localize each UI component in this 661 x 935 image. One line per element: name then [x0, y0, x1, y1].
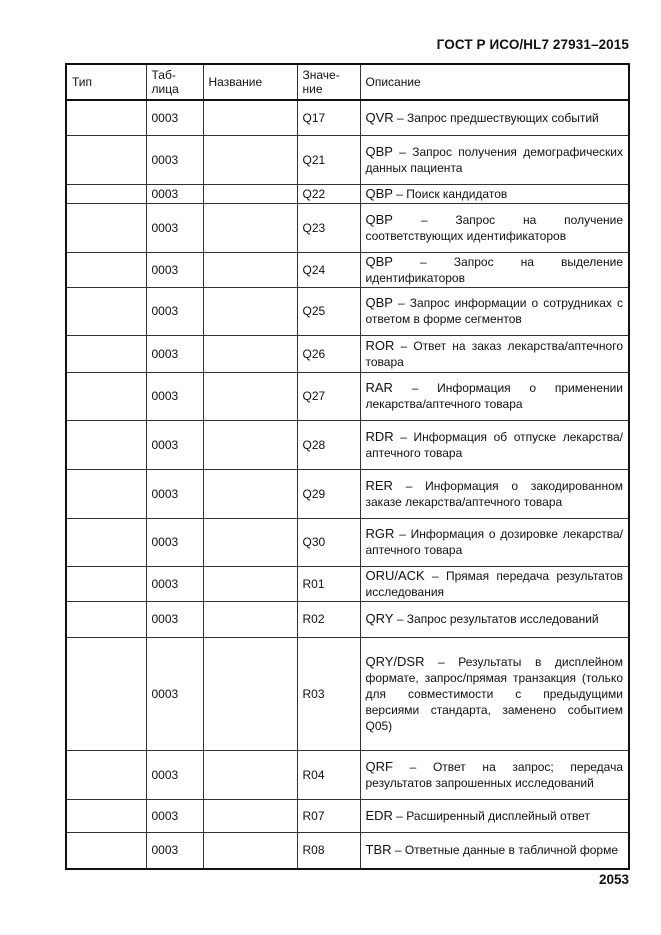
cell-table: 0003 — [146, 832, 203, 869]
cell-name — [203, 184, 297, 203]
cell-table: 0003 — [146, 372, 203, 420]
table-row — [66, 566, 629, 601]
cell-value: Q17 — [297, 100, 360, 135]
cell-name — [203, 518, 297, 566]
table-row — [66, 832, 629, 869]
cell-name — [203, 335, 297, 372]
cell-value: Q26 — [297, 335, 360, 372]
description-text: – Информация о дозировке лекарства/аптечного товара — [365, 527, 623, 557]
cell-table: 0003 — [146, 420, 203, 469]
description-text: – Запрос результатов исследований — [393, 612, 599, 626]
cell-table: 0003 — [146, 100, 203, 135]
message-code: QBP — [365, 143, 393, 159]
cell-value: Q21 — [297, 135, 360, 184]
cell-description — [360, 287, 629, 335]
cell-type — [66, 518, 146, 566]
cell-table: 0003 — [146, 799, 203, 832]
table-row — [66, 469, 629, 518]
cell-table: 0003 — [146, 252, 203, 287]
description-text: – Запрос на выделение идентификаторов — [365, 254, 623, 285]
cell-description — [360, 518, 629, 566]
table-row — [66, 184, 629, 203]
cell-type — [66, 799, 146, 832]
cell-table: 0003 — [146, 203, 203, 252]
cell-description — [360, 184, 629, 203]
cell-name — [203, 832, 297, 869]
cell-type — [66, 750, 146, 799]
table-row — [66, 100, 629, 135]
message-code: QBP — [365, 211, 393, 227]
cell-type — [66, 335, 146, 372]
description-text: – Информация о закодированном заказе лекарства/аптечного товара — [365, 478, 623, 509]
message-code: RGR — [365, 526, 395, 541]
cell-table: 0003 — [146, 184, 203, 203]
cell-value: R07 — [297, 799, 360, 832]
cell-name — [203, 637, 297, 750]
event-type-table — [65, 63, 630, 870]
message-code: QBP — [365, 253, 393, 269]
cell-name — [203, 799, 297, 832]
cell-name — [203, 135, 297, 184]
table-row — [66, 518, 629, 566]
message-code: QRF — [365, 758, 393, 774]
cell-description — [360, 750, 629, 799]
cell-table: 0003 — [146, 566, 203, 601]
column-header-table — [146, 64, 203, 100]
cell-description — [360, 420, 629, 469]
cell-description — [360, 203, 629, 252]
description-text: – Информация об отпуске лекарства/аптечного товара — [365, 429, 623, 460]
cell-name — [203, 420, 297, 469]
column-header-type: Тип — [66, 64, 146, 100]
message-code: QRY/DSR — [365, 653, 425, 669]
cell-type — [66, 469, 146, 518]
cell-name — [203, 601, 297, 637]
column-header-value — [297, 64, 360, 100]
message-code: ROR — [365, 337, 395, 353]
cell-type — [66, 601, 146, 637]
description-text: – Прямая передача результатов исследования — [365, 568, 623, 599]
cell-table: 0003 — [146, 335, 203, 372]
cell-name — [203, 100, 297, 135]
column-header-table-line1: Таб- — [151, 68, 176, 82]
cell-value: Q30 — [297, 518, 360, 566]
cell-type — [66, 252, 146, 287]
cell-description — [360, 601, 629, 637]
cell-value: Q22 — [297, 184, 360, 203]
description-text: – Результаты в дисплейном формате, запрос/прямая транзакция (только для совместимости с предыдущими версиями стандарта, заменено событием Q05) — [365, 654, 623, 733]
cell-type — [66, 637, 146, 750]
cell-name — [203, 372, 297, 420]
column-header-description: Описание — [360, 64, 629, 100]
description-text: – Запрос получения демографических данных пациента — [365, 144, 623, 175]
cell-name — [203, 287, 297, 335]
table-row — [66, 287, 629, 335]
cell-description — [360, 135, 629, 184]
cell-type — [66, 184, 146, 203]
table-body — [66, 100, 629, 869]
message-code: RDR — [365, 428, 394, 444]
cell-type — [66, 135, 146, 184]
cell-value: Q28 — [297, 420, 360, 469]
message-code: TBR — [365, 842, 392, 858]
message-code: QBP — [365, 185, 393, 201]
table-row — [66, 420, 629, 469]
cell-table: 0003 — [146, 518, 203, 566]
cell-name — [203, 203, 297, 252]
cell-type — [66, 832, 146, 869]
cell-table: 0003 — [146, 469, 203, 518]
message-code: RAR — [365, 380, 393, 395]
column-header-value-line2: ние — [302, 82, 323, 96]
cell-name — [203, 750, 297, 799]
cell-value: Q24 — [297, 252, 360, 287]
table-row — [66, 637, 629, 750]
message-code: ORU/ACK — [365, 567, 425, 583]
description-text: – Запрос информации о сотрудниках с ответом в форме сегментов — [365, 296, 623, 326]
description-text: – Ответ на заказ лекарства/аптечного товара — [365, 338, 623, 369]
cell-type — [66, 566, 146, 601]
cell-description — [360, 637, 629, 750]
cell-table: 0003 — [146, 135, 203, 184]
cell-description — [360, 100, 629, 135]
message-code: EDR — [365, 807, 393, 823]
column-header-name: Название — [203, 64, 297, 100]
table-row — [66, 601, 629, 637]
cell-description — [360, 335, 629, 372]
cell-table: 0003 — [146, 637, 203, 750]
cell-description — [360, 469, 629, 518]
cell-name — [203, 252, 297, 287]
cell-value: R03 — [297, 637, 360, 750]
page-number: 2053 — [598, 872, 629, 887]
cell-value: R08 — [297, 832, 360, 869]
cell-table: 0003 — [146, 287, 203, 335]
cell-value: Q23 — [297, 203, 360, 252]
cell-name — [203, 566, 297, 601]
table-row — [66, 335, 629, 372]
description-text: – Запрос на получение соответствующих идентификаторов — [365, 212, 623, 243]
cell-description — [360, 832, 629, 869]
cell-value: R04 — [297, 750, 360, 799]
cell-type — [66, 287, 146, 335]
table-row — [66, 799, 629, 832]
cell-type — [66, 100, 146, 135]
column-header-value-line1: Значе- — [302, 68, 340, 82]
description-text: – Поиск кандидатов — [392, 186, 508, 201]
message-code: QVR — [365, 109, 394, 125]
document-header: ГОСТ Р ИСО/HL7 27931–2015 — [436, 37, 629, 52]
cell-name — [203, 469, 297, 518]
table-row — [66, 203, 629, 252]
description-text: – Запрос предшествующих событий — [393, 110, 599, 125]
cell-value: Q29 — [297, 469, 360, 518]
cell-description — [360, 799, 629, 832]
cell-value: Q27 — [297, 372, 360, 420]
table-row — [66, 252, 629, 287]
description-text: – Ответные данные в табличной форме — [391, 843, 619, 858]
cell-table: 0003 — [146, 750, 203, 799]
table-header-row — [66, 64, 629, 100]
cell-type — [66, 203, 146, 252]
message-code: RER — [365, 477, 393, 493]
cell-value: R01 — [297, 566, 360, 601]
cell-type — [66, 420, 146, 469]
table-row — [66, 372, 629, 420]
column-header-table-line2: лица — [151, 82, 179, 96]
cell-value: Q25 — [297, 287, 360, 335]
cell-description — [360, 252, 629, 287]
cell-description — [360, 566, 629, 601]
cell-type — [66, 372, 146, 420]
cell-value: R02 — [297, 601, 360, 637]
table-row — [66, 750, 629, 799]
cell-table: 0003 — [146, 601, 203, 637]
message-code: QBP — [365, 295, 393, 310]
description-text: – Информация о применении лекарства/аптечного товара — [365, 381, 623, 411]
table-row — [66, 135, 629, 184]
description-text: – Ответ на запрос; передача результатов запрошенных исследований — [365, 759, 623, 790]
message-code: QRY — [365, 611, 394, 626]
description-text: – Расширенный дисплейный ответ — [392, 808, 590, 823]
cell-description — [360, 372, 629, 420]
